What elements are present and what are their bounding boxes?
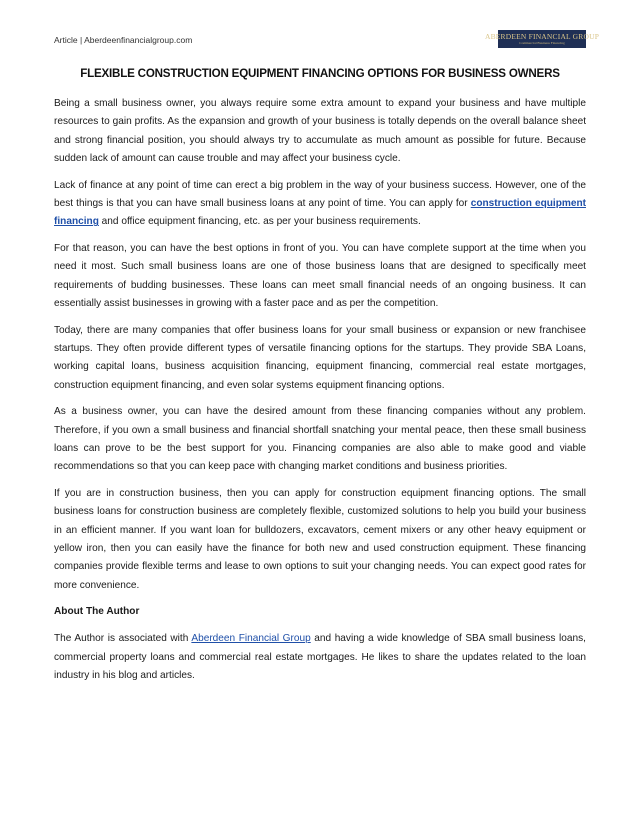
paragraph-2 xyxy=(54,177,586,232)
paragraph-6: If you are in construction business, then you can apply for construction equipment financing options. The small business loans for construction business are completely flexible, customized solutions to help you build your business in an efficient manner. If you want loan for bulldozers, excavators, cement mixers or any other heavy equipment or yellow iron, then you can easily have the finance for both new and used construction equipment. These financing companies provide flexible terms and lease to own options to suit your changing needs. You can expect good rates for more convenience. xyxy=(54,488,586,591)
page-title: FLEXIBLE CONSTRUCTION EQUIPMENT FINANCING OPTIONS FOR BUSINESS OWNERS xyxy=(80,67,560,80)
logo-text: ABERDEEN FINANCIAL GROUP xyxy=(484,32,600,41)
paragraph-5: As a business owner, you can have the desired amount from these financing companies without any problem. Therefore, if you own a small business and financial shortfall snatching your mental peace, then these small business loans can prove to be the best support for you. Financing companies are also able to make good and viable recommendations so that you can keep pace with changing market conditions and business priorities. xyxy=(54,406,586,473)
company-logo[interactable] xyxy=(484,30,600,48)
paragraph-2-text-after: and office equipment financing, etc. as per your business requirements. xyxy=(98,216,421,228)
paragraph-1: Being a small business owner, you always require some extra amount to expand your business and have multiple resources to gain profits. As the expansion and growth of your business is totally depends on the overall balance sheet and strong financial position, you should always try to accumulate as much amount as possible for future. Because sudden lack of amount can cause trouble and may affect your business cycle. xyxy=(54,98,586,164)
author-bio-text-after: and having a wide knowledge of SBA small business loans, commercial property loans and commercial real estate mortgages. He likes to share the updates related to the loan industry in his blog and articles. xyxy=(54,633,586,681)
construction-equipment-financing-link[interactable]: construction equipment financing xyxy=(54,197,586,228)
author-bio-text-before: The Author is associated with xyxy=(54,633,192,645)
aberdeen-financial-group-link[interactable]: Aberdeen Financial Group xyxy=(191,633,311,645)
article-source: Article | Aberdeenfinancialgroup.com xyxy=(54,35,193,45)
paragraph-2-text-before: Lack of finance at any point of time can erect a big problem in the way of your business success. However, one of the best things is that you can have small business loans at any point of time. You can apply for xyxy=(54,179,586,209)
paragraph-4: Today, there are many companies that offer business loans for your small business or expansion or new franchisee startups. They often provide different types of versatile financing options for the startups. They provide SBA Loans, working capital loans, business acquisition financing, equipment financing, commercial real estate mortgages, construction equipment financing, and even solar systems equipment financing options. xyxy=(54,324,586,391)
logo-tagline: Commercial Business Financing xyxy=(519,40,565,45)
paragraph-3: For that reason, you can have the best options in front of you. You can have complete support at the time when you need it most. Such small business loans are one of those business loans that are designed to specifically meet requirements of budding businesses. These loans can meet small financial needs of an ongoing business. It can essentially assist businesses in growing with a faster pace and as per the competition. xyxy=(54,243,586,309)
article-body xyxy=(54,95,586,694)
about-author-heading: About The Author xyxy=(54,606,140,618)
author-bio xyxy=(54,630,586,685)
